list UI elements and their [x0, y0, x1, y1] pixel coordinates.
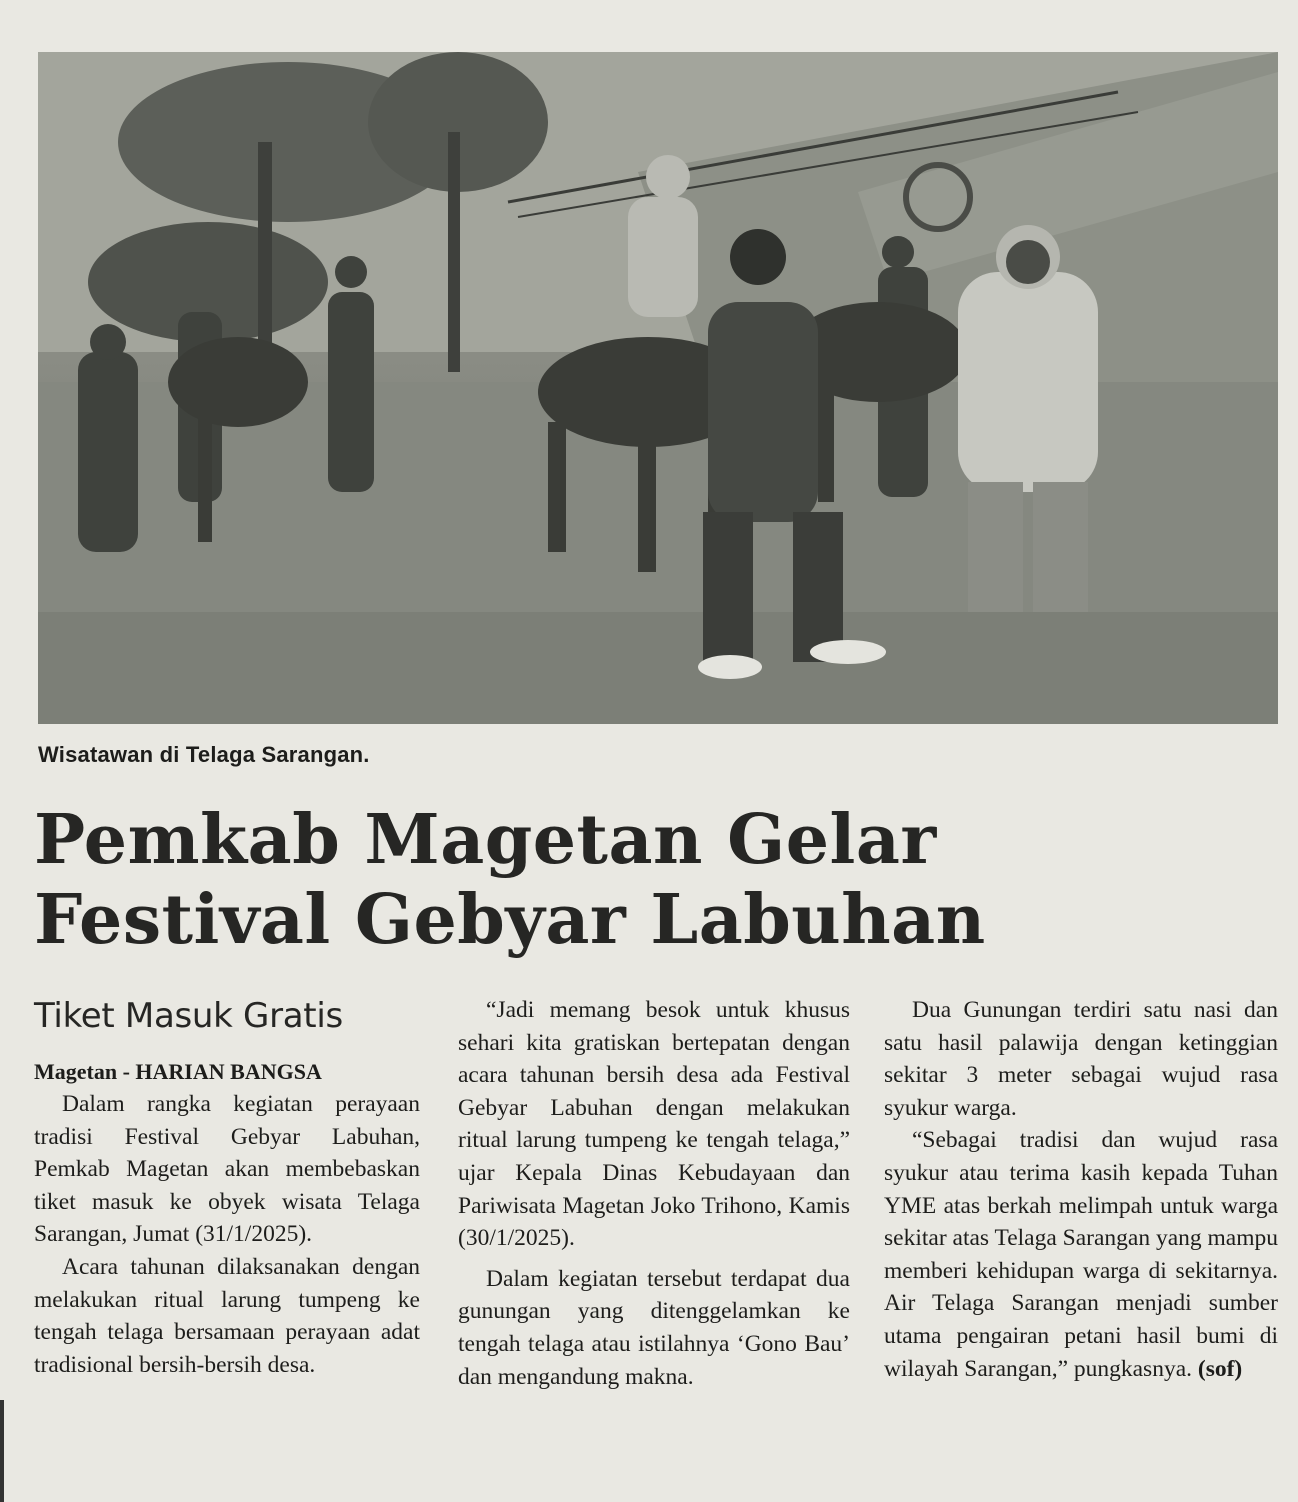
news-photo: [38, 52, 1278, 724]
paragraph: Dua Gunungan terdiri satu nasi dan satu hasil palawija dengan ketinggian sekitar 3 meter sebagai wujud rasa syukur warga.: [884, 997, 1278, 1121]
headline-line-1: Pemkab Magetan Gelar: [34, 800, 937, 880]
headline: [34, 800, 1274, 960]
photo-caption: Wisatawan di Telaga Sarangan.: [38, 742, 370, 767]
paragraph: [884, 1124, 1278, 1385]
article-column-2: [458, 994, 850, 1393]
news-photo-tourists-horse-riding: [38, 52, 1278, 724]
dateline: Magetan - HARIAN BANGSA: [34, 1059, 322, 1084]
article-column-3: [884, 994, 1278, 1385]
paragraph: Dalam kegiatan tersebut terdapat dua gunungan yang ditenggelamkan ke tengah telaga atau istilahnya ‘Gono Bau’ dan mengandung makna.: [458, 1265, 850, 1390]
headline-line-2: Festival Gebyar Labuhan: [34, 880, 986, 960]
paragraph: Acara tahunan dilaksanakan dengan melakukan ritual larung tumpeng ke tengah telaga bersamaan perayaan adat tradisional bersih-bersih desa.: [34, 1253, 420, 1378]
subheadline: Tiket Masuk Gratis: [34, 996, 343, 1036]
paragraph: “Jadi memang besok untuk khusus sehari kita gratiskan bertepatan dengan acara tahunan bersih desa ada Festival Gebyar Labuhan dengan melakukan ritual larung tumpeng ke tengah telaga,” ujar Kepala Dinas Kebudayaan dan Pariwisata Magetan Joko Trihono, Kamis (30/1/2025).: [458, 997, 850, 1252]
author-initials: (sof): [1197, 1355, 1243, 1382]
paragraph: Dalam rangka kegiatan perayaan tradisi Festival Gebyar Labuhan, Pemkab Magetan akan membebaskan tiket masuk ke obyek wisata Telaga Sarangan, Jumat (31/1/2025).: [34, 1091, 420, 1248]
article-column-1: [34, 994, 420, 1381]
page-edge-rule: [0, 1400, 4, 1502]
paragraph-text: “Sebagai tradisi dan wujud rasa syukur atau terima kasih kepada Tuhan YME atas berkah melimpah untuk warga sekitar atas Telaga Sarangan yang mampu memberi kehidupan warga di sekitarnya. Air Telaga Sarangan menjadi sumber utama pengairan petani hasil bumi di wilayah Sarangan,” pungkasnya.: [884, 1127, 1279, 1382]
